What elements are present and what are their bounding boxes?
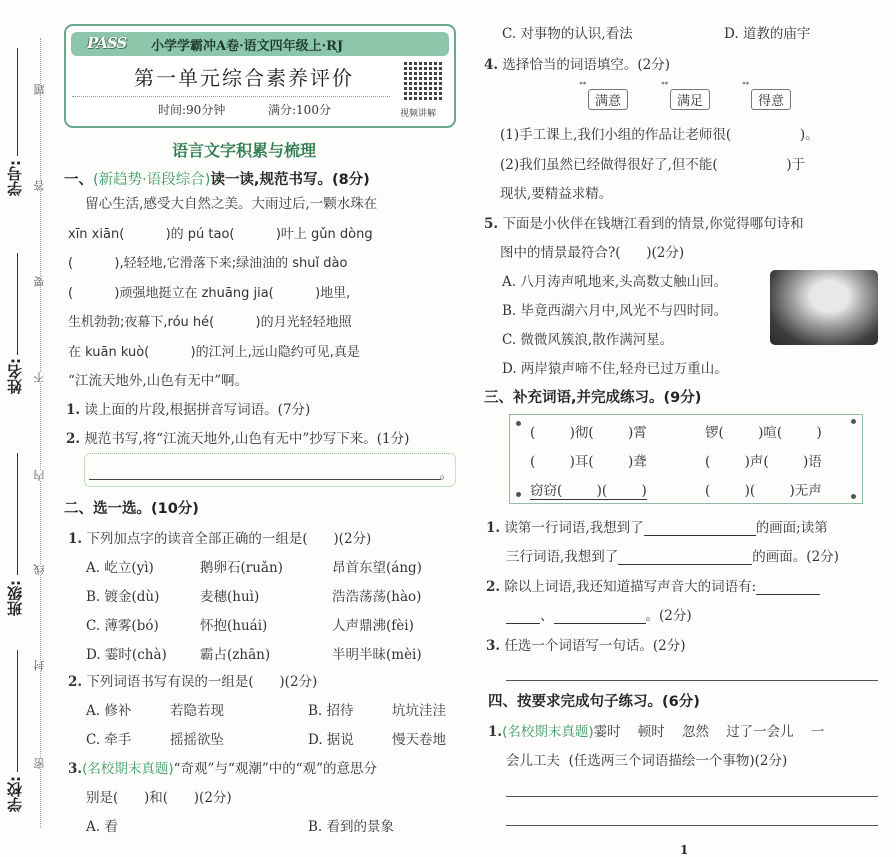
passage-line: “江流天地外,山色有无中”啊。 [68, 373, 249, 389]
answer-line[interactable] [89, 479, 441, 480]
idiom-blank[interactable]: ( )( )无声 [705, 483, 822, 499]
option-row-b[interactable] [86, 585, 466, 614]
passage-line: 留心生活,感受大自然之美。大雨过后,一颗水珠在 [68, 196, 378, 212]
option-d[interactable]: D. 据说 [308, 732, 354, 748]
question-number: 3. [486, 638, 501, 654]
option-c[interactable]: C. 牵手 [86, 732, 132, 748]
option-c-word2: 怀抱(huái) [200, 618, 268, 634]
tag-famous-school: (名校期末真题) [82, 761, 174, 777]
answer-blank[interactable] [644, 521, 756, 536]
school-field[interactable] [17, 650, 18, 772]
page-title: 第一单元综合素养评价 [134, 66, 354, 90]
q5-option-d[interactable]: D. 两岸猿声啼不住,轻舟已过万重山。 [502, 361, 728, 377]
word-card-3 [742, 81, 791, 110]
option-d-word: 慢天卷地 [392, 732, 446, 748]
word-option: 满足 [677, 94, 704, 109]
idiom-blank[interactable]: ( )彻( )霄 [530, 425, 647, 441]
option-c-word3: 人声鼎沸(fèi) [332, 618, 414, 634]
header-banner [71, 32, 449, 56]
answer-blank[interactable] [506, 609, 540, 624]
part1-heading [64, 168, 370, 189]
bee-icon: ᕯ [579, 81, 587, 91]
school-label: 学校: [6, 776, 24, 812]
part3-q2-line2 [506, 604, 692, 624]
part3-heading: 三、补充词语,并完成练习。(9分) [484, 390, 702, 406]
question-number: 1. [488, 724, 503, 740]
part3-q1-line2 [506, 545, 839, 565]
question-text: 选择恰当的词语填空。(2分) [502, 57, 671, 73]
question-text: 除以上词语,我还知道描写声音大的词语有: [504, 579, 757, 595]
word-card-1 [579, 81, 628, 110]
separator: 、 [540, 608, 554, 624]
option-row-ab [86, 699, 466, 728]
seal-line [40, 38, 41, 828]
question-text: 下面是小伙伴在钱塘江看到的情景,你觉得哪句诗和 [502, 216, 804, 232]
option-b-word: 坑坑洼洼 [392, 703, 446, 719]
seal-char: 内 [33, 470, 46, 481]
fill-sentence-2[interactable]: (2)我们虽然已经做得很好了,但不能( )于 [500, 157, 806, 173]
question-text: 任选一个词语写一句话。(2分) [504, 638, 686, 654]
passage-line[interactable]: 在 kuān kuò( )的江河上,远山隐约可见,真是 [68, 344, 360, 360]
question-number: 2. [66, 431, 81, 447]
bee-icon: ᕯ [661, 81, 669, 91]
word-option: 得意 [758, 94, 785, 109]
student-id-field[interactable] [17, 48, 18, 156]
part2-q3-line2: 别是( )和( )(2分) [86, 790, 232, 806]
name-field[interactable] [17, 253, 18, 355]
part2-heading: 二、选一选。(10分) [64, 501, 199, 517]
qr-code-icon[interactable] [404, 62, 442, 100]
seal-char: 线 [33, 564, 46, 575]
seal-char: 题 [33, 84, 46, 95]
question-number: 2. [486, 579, 501, 595]
question-number: 4. [484, 57, 499, 73]
corner-dot [516, 492, 521, 497]
corner-dot [851, 419, 856, 424]
answer-blank[interactable] [554, 609, 646, 624]
student-id-label: 学号: [6, 160, 24, 196]
option-a-word3: 昂首东望(áng) [332, 560, 422, 576]
passage-line[interactable]: xīn xiān( )的 pú tao( )叶上 gǔn dòng [68, 226, 373, 242]
bee-icon: ᕯ [742, 81, 750, 91]
question-text: 下列词语书写有误的一组是( )(2分) [86, 674, 318, 690]
word-card-2 [661, 81, 710, 110]
part3-q1 [486, 516, 828, 536]
part1-q2 [66, 427, 409, 447]
series-title: 小学学霸冲A卷·语文四年级上·RJ [151, 39, 344, 54]
question-text: 的画面。(2分) [752, 549, 839, 565]
binding-margin [0, 0, 62, 854]
passage-line[interactable]: ( ),轻轻地,它滑落下来;绿油油的 shuǐ dào [68, 256, 348, 271]
option-a-word2: 鹅卵石(ruǎn) [200, 560, 283, 576]
answer-line[interactable] [506, 825, 878, 826]
answer-line[interactable] [506, 680, 878, 681]
word-option: 满意 [595, 94, 622, 109]
option-b-word1: B. 镀金(dù) [86, 589, 160, 605]
option-b-word2: 麦穗(huì) [200, 589, 260, 605]
option-b[interactable]: B. 招待 [308, 703, 354, 719]
answer-blank[interactable] [618, 550, 752, 565]
option-a[interactable]: A. 修补 [86, 703, 132, 719]
question-text: “奇观”与“观潮”中的“观”的意思分 [173, 761, 378, 777]
idiom-box [509, 414, 863, 504]
fill-sentence-1[interactable]: (1)手工课上,我们小组的作品让老师很( )。 [500, 127, 819, 143]
question-text: 读第一行词语,我想到了 [504, 520, 644, 536]
option-d-word3: 半明半昧(mèi) [332, 647, 422, 663]
option-d-word2: 霸占(zhān) [200, 647, 271, 663]
question-text: 。(2分) [645, 608, 692, 624]
idiom-blank[interactable]: 锣( )喧( ) [705, 425, 822, 441]
option-c-word1: C. 薄雾(bó) [86, 618, 159, 634]
question-text: 的画面;读第 [755, 520, 828, 536]
option-a-word: 若隐若现 [170, 703, 224, 719]
seal-char: 封 [33, 660, 46, 671]
class-label: 班级: [6, 580, 24, 616]
exam-header [64, 24, 456, 128]
part2-q3-option-d[interactable]: D. 道教的庙宇 [724, 26, 811, 42]
option-a-word1: A. 屹立(yì) [86, 560, 154, 576]
option-b-word3: 浩浩荡荡(hào) [332, 589, 422, 605]
idiom-blank[interactable]: ( )耳( )聋 [530, 454, 647, 470]
part2-q3-option-c[interactable]: C. 对事物的认识,看法 [502, 26, 633, 42]
class-field[interactable] [17, 453, 18, 575]
part2-q4 [484, 53, 670, 73]
option-c-word: 摇摇欲坠 [170, 732, 224, 748]
part2-q1-options [86, 556, 466, 672]
question-number: 1. [486, 520, 501, 536]
seal-char: 答 [33, 180, 46, 191]
full-score: 满分:100分 [268, 103, 331, 117]
question-text: 霎时 顿时 忽然 过了一会儿 一 [593, 724, 825, 740]
q5-option-c[interactable]: C. 微微风簇浪,散作满河星。 [502, 332, 674, 348]
fill-sentence-2b: 现状,要精益求精。 [500, 186, 613, 202]
part4-q1 [488, 720, 824, 740]
tag-new-trend: (新趋势·语段综合) [93, 172, 211, 188]
option-d-word1: D. 霎时(chà) [86, 647, 167, 663]
part4-heading: 四、按要求完成句子练习。(6分) [488, 694, 700, 710]
answer-line[interactable] [506, 796, 878, 797]
q5-option-b[interactable]: B. 毕竟西湖六月中,风光不与四时同。 [502, 303, 728, 319]
tide-photo [770, 270, 878, 345]
part2-q5 [484, 212, 804, 232]
pass-logo: PASS [87, 34, 127, 52]
question-text: 三行词语,我想到了 [506, 549, 619, 565]
divider [72, 96, 390, 97]
part1-q1 [66, 398, 310, 418]
part2-q3-option-a[interactable]: A. 看 [86, 819, 118, 835]
option-row-a[interactable] [86, 556, 466, 585]
corner-dot [851, 494, 856, 499]
seal-char: 不 [33, 372, 46, 383]
part2-q3-option-b[interactable]: B. 看到的景象 [308, 819, 395, 835]
passage-line[interactable]: 生机勃勃;夜幕下,róu hé( )的月光轻轻地照 [68, 315, 352, 330]
question-text: 读上面的片段,根据拼音写词语。(7分) [84, 402, 311, 418]
period-mark: 。 [439, 467, 452, 481]
idiom-blank[interactable]: 窃窃( )( ) [530, 479, 647, 500]
q5-option-a[interactable]: A. 八月涛声吼地来,头高数丈触山回。 [502, 274, 728, 290]
part3-q3 [486, 634, 686, 654]
part-number: 一、 [64, 172, 93, 188]
seal-char: 密 [33, 758, 46, 769]
page-number: 1 [680, 843, 689, 857]
tag-famous-school: (名校期末真题) [502, 724, 594, 740]
question-number: 1. [68, 531, 83, 547]
question-number: 3. [68, 761, 83, 777]
part4-q1-line2: 会儿工夫 (任选两三个词语描绘一个事物)(2分) [506, 753, 788, 769]
question-number: 2. [68, 674, 83, 690]
option-row-cd [86, 728, 466, 757]
option-row-c[interactable] [86, 614, 466, 643]
part-instruction: 读一读,规范书写。(8分) [210, 172, 370, 188]
seal-char: 要 [33, 276, 46, 287]
corner-dot [516, 421, 521, 426]
question-text: 规范书写,将“江流天地外,山色有无中”抄写下来。(1分) [84, 431, 410, 447]
part2-q5-line2: 图中的情景最符合?( )(2分) [500, 245, 685, 261]
part2-q2-options [86, 699, 466, 757]
part3-q2 [486, 575, 820, 595]
exam-time: 时间:90分钟 [158, 103, 226, 117]
video-explain-label: 视频讲解 [400, 109, 437, 119]
question-number: 5. [484, 216, 499, 232]
passage [68, 190, 377, 397]
question-number: 1. [66, 402, 81, 418]
answer-blank[interactable] [756, 580, 820, 595]
name-label: 姓名: [6, 358, 24, 394]
part2-q2 [68, 670, 317, 690]
idiom-blank[interactable]: ( )声( )语 [705, 454, 822, 470]
copy-writing-box[interactable] [84, 453, 456, 487]
section-title: 语言文字积累与梳理 [172, 141, 317, 160]
passage-line[interactable]: ( )顽强地挺立在 zhuāng jia( )地里, [68, 285, 351, 301]
question-text: 下列加点字的读音全部正确的一组是( )(2分) [86, 531, 372, 547]
part2-q1 [68, 527, 371, 547]
part2-q3 [68, 757, 377, 777]
option-row-d[interactable] [86, 643, 466, 672]
